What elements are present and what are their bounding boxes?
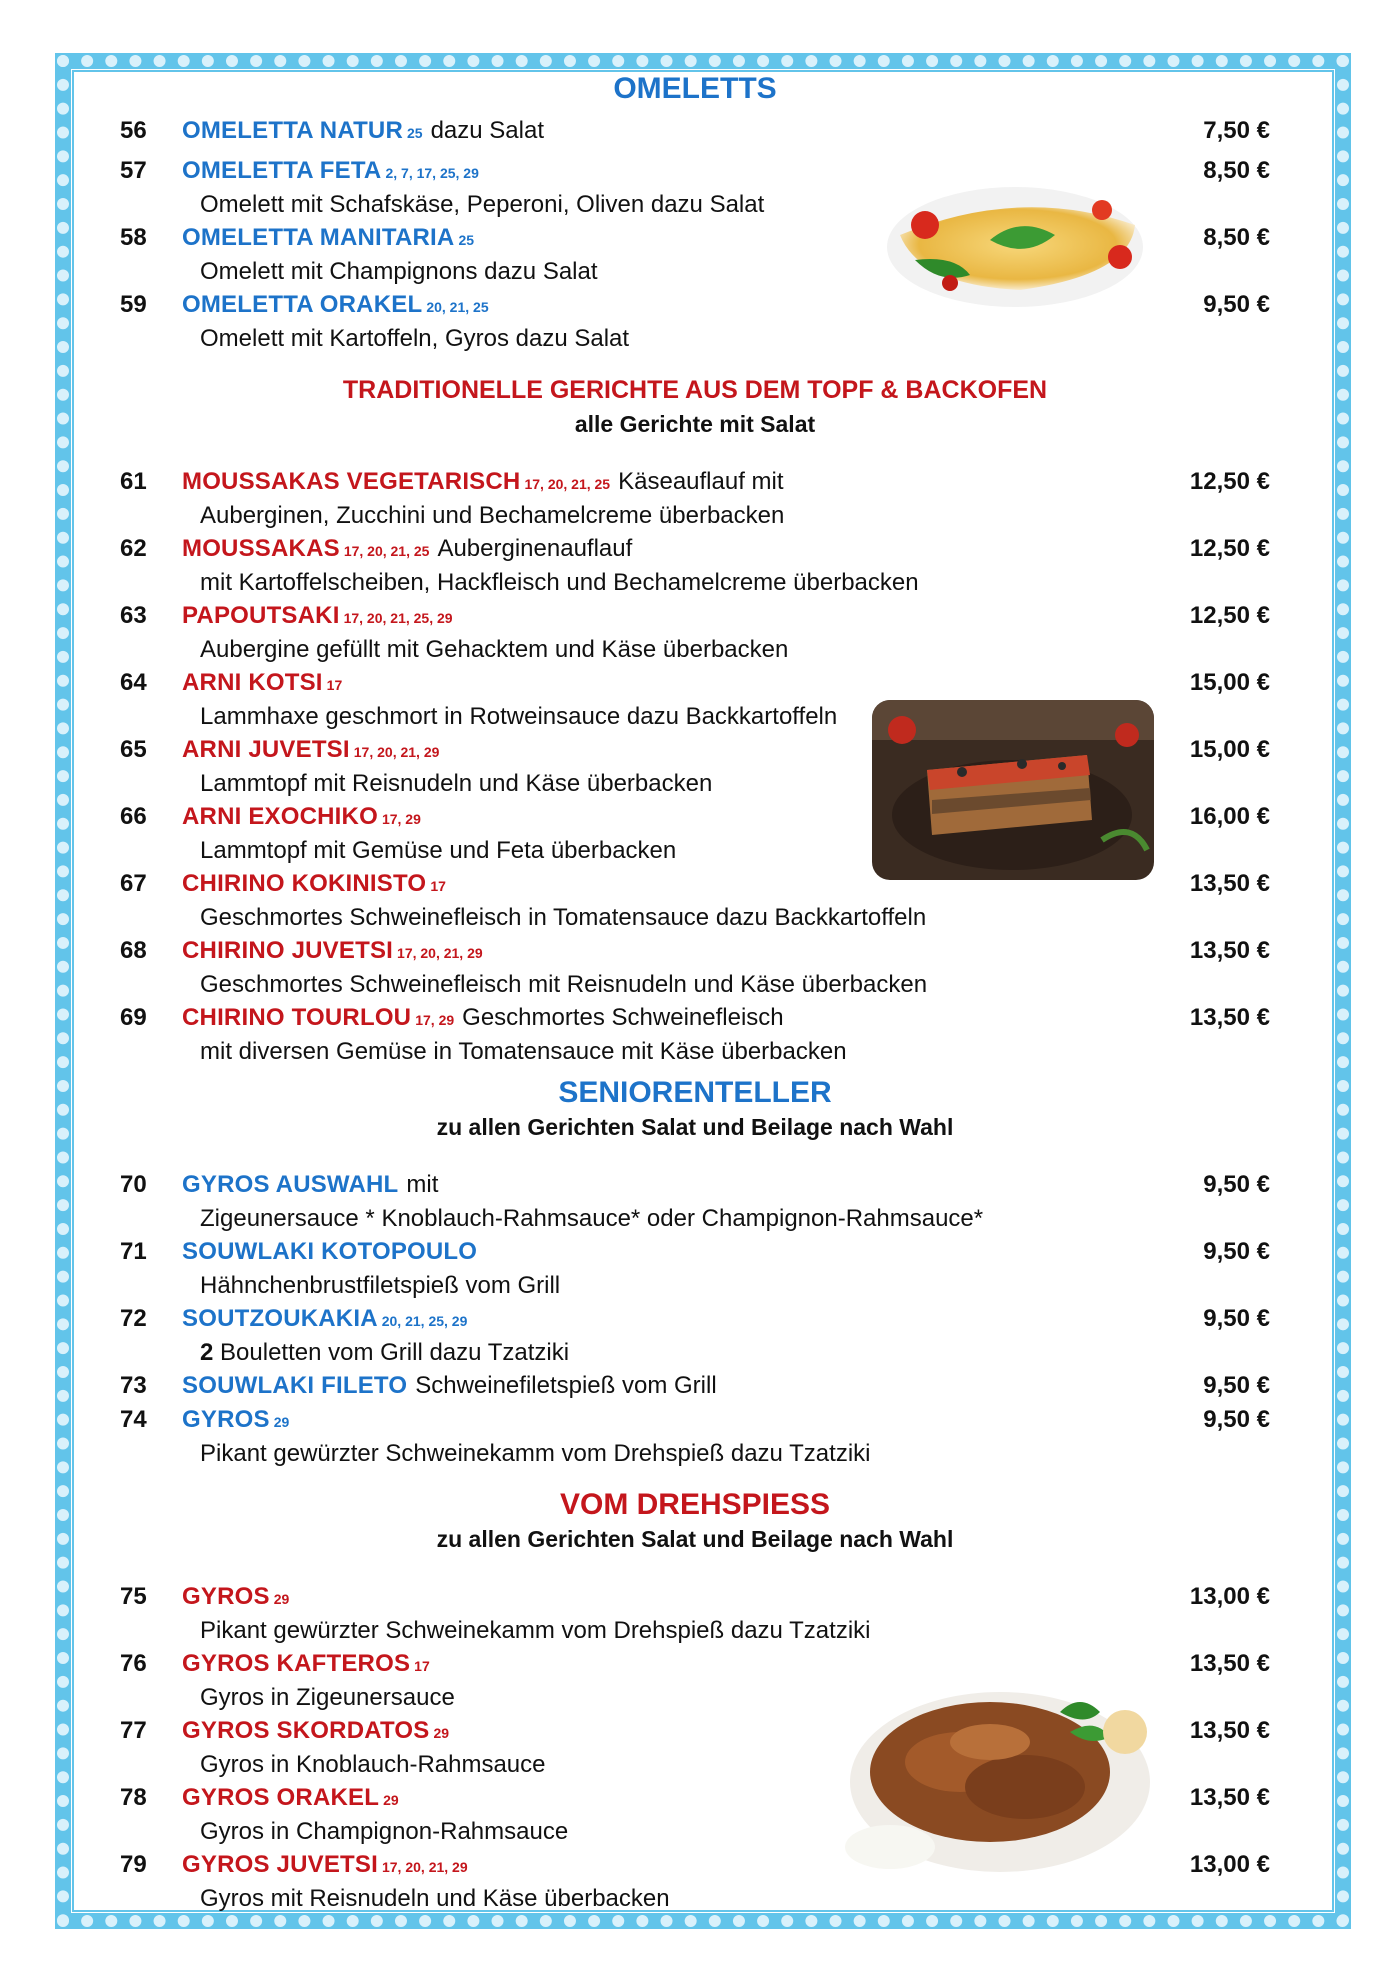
item-inline-description: Schweinefiletspieß vom Grill (415, 1372, 717, 1399)
item-description-text: Bouletten vom Grill dazu Tzatziki (213, 1339, 570, 1366)
item-number: 79 (120, 1851, 147, 1878)
item-price: 13,50 € (1189, 1650, 1270, 1677)
item-name: CHIRINO JUVETSI (182, 937, 394, 964)
item-number: 72 (120, 1305, 147, 1332)
item-price: 13,50 € (1189, 870, 1270, 897)
item-price: 8,50 € (1203, 224, 1270, 251)
item-number: 62 (120, 535, 147, 562)
item-number: 71 (120, 1238, 147, 1265)
item-number: 75 (120, 1583, 147, 1610)
section-title-drehspiess: VOM DREHSPIESS (559, 1488, 831, 1521)
section-subtitle-drehspiess: zu allen Gerichten Salat und Beilage nach Wahl (436, 1526, 954, 1552)
menu-item-78 (120, 1781, 1270, 1848)
item-price: 9,50 € (1203, 1171, 1270, 1198)
item-allergens: 17, 20, 21, 29 (353, 744, 440, 760)
item-number: 68 (120, 937, 147, 964)
item-price: 9,50 € (1203, 1238, 1270, 1265)
item-description: Geschmortes Schweinefleisch mit Reisnudeln und Käse überbacken (200, 971, 928, 998)
item-name: OMELETTA NATUR (182, 117, 403, 144)
item-name: GYROS (182, 1583, 270, 1610)
item-description: Omelett mit Kartoffeln, Gyros dazu Salat (200, 325, 630, 352)
item-description: Pikant gewürzter Schweinekamm vom Drehspieß dazu Tzatziki (200, 1440, 871, 1467)
menu-item-75 (120, 1580, 1270, 1647)
menu-item-79 (120, 1848, 1270, 1915)
item-allergens: 17, 20, 21, 29 (381, 1859, 468, 1875)
item-name: CHIRINO TOURLOU (182, 1004, 412, 1031)
item-number: 58 (120, 224, 147, 251)
item-inline-description: dazu Salat (430, 117, 544, 144)
item-allergens: 29 (273, 1414, 290, 1430)
item-price: 12,50 € (1189, 602, 1270, 629)
menu-item-76 (120, 1647, 1270, 1714)
item-description: Gyros mit Reisnudeln und Käse überbacken (200, 1885, 670, 1912)
item-description: Lammtopf mit Gemüse und Feta überbacken (200, 837, 677, 864)
item-allergens: 20, 21, 25, 29 (381, 1313, 468, 1329)
item-inline-description: Geschmortes Schweinefleisch (462, 1004, 784, 1031)
item-name: MOUSSAKAS (182, 535, 340, 562)
item-name: ARNI JUVETSI (182, 736, 350, 763)
item-inline-description: Auberginenauflauf (437, 535, 633, 562)
item-description: mit Kartoffelscheiben, Hackfleisch und Bechamelcreme überbacken (200, 569, 919, 596)
item-price: 9,50 € (1203, 291, 1270, 318)
item-number: 73 (120, 1372, 147, 1399)
section-title-senioren: SENIORENTELLER (558, 1076, 832, 1109)
item-allergens: 29 (433, 1725, 450, 1741)
menu-item-56 (120, 114, 1270, 148)
item-description: Lammhaxe geschmort in Rotweinsauce dazu Backkartoffeln (200, 703, 838, 730)
item-description-quantity: 2 (200, 1339, 214, 1366)
item-inline-description: mit (406, 1171, 439, 1198)
item-description: Gyros in Zigeunersauce (200, 1684, 455, 1711)
item-inline-description: Käseauflauf mit (618, 468, 784, 495)
item-price: 9,50 € (1203, 1406, 1270, 1433)
item-number: 61 (120, 468, 147, 495)
menu-item-61 (120, 465, 1270, 532)
item-price: 13,50 € (1189, 1784, 1270, 1811)
item-allergens: 2, 7, 17, 25, 29 (385, 165, 479, 181)
item-name: OMELETTA MANITARIA (182, 224, 455, 251)
item-number: 63 (120, 602, 147, 629)
item-price: 13,50 € (1189, 1004, 1270, 1031)
section-subtitle-senioren: zu allen Gerichten Salat und Beilage nach Wahl (436, 1114, 954, 1140)
item-name: GYROS KAFTEROS (182, 1650, 411, 1677)
item-description: Geschmortes Schweinefleisch in Tomatensauce dazu Backkartoffeln (200, 904, 927, 931)
item-name: SOUWLAKI KOTOPOULO (182, 1238, 478, 1265)
item-description (120, 1336, 1270, 1369)
item-price: 12,50 € (1189, 535, 1270, 562)
item-number: 65 (120, 736, 147, 763)
section-title-traditionelle: TRADITIONELLE GERICHTE AUS DEM TOPF & BACKOFEN (342, 376, 1048, 404)
menu-item-68 (120, 934, 1270, 1001)
menu-item-66 (120, 800, 1270, 867)
item-name: SOUTZOUKAKIA (182, 1305, 378, 1332)
item-description: Aubergine gefüllt mit Gehacktem und Käse überbacken (200, 636, 789, 663)
item-number: 77 (120, 1717, 147, 1744)
item-allergens: 17, 20, 21, 29 (397, 945, 483, 961)
item-description: Lammtopf mit Reisnudeln und Käse überbacken (200, 770, 713, 797)
item-number: 57 (120, 157, 147, 184)
item-price: 7,50 € (1203, 117, 1270, 144)
item-description: Pikant gewürzter Schweinekamm vom Drehspieß dazu Tzatziki (200, 1617, 871, 1644)
menu-item-63 (120, 599, 1270, 666)
menu-item-71 (120, 1235, 1270, 1302)
item-allergens: 29 (383, 1792, 399, 1808)
item-allergens: 17, 20, 21, 25 (343, 543, 430, 559)
item-description: Gyros in Champignon-Rahmsauce (200, 1818, 569, 1845)
item-allergens: 25 (458, 232, 475, 248)
item-allergens: 17 (326, 677, 343, 693)
item-price: 13,00 € (1189, 1583, 1270, 1610)
menu-item-64 (120, 666, 1270, 733)
menu-item-62 (120, 532, 1270, 599)
menu-content (120, 70, 1270, 1915)
item-name: CHIRINO KOKINISTO (182, 870, 427, 897)
item-number: 56 (120, 117, 147, 144)
item-name: ARNI KOTSI (182, 669, 323, 696)
item-number: 66 (120, 803, 147, 830)
item-description: Zigeunersauce * Knoblauch-Rahmsauce* oder Champignon-Rahmsauce* (200, 1205, 984, 1232)
item-name: ARNI EXOCHIKO (182, 803, 378, 830)
item-description: Hähnchenbrustfiletspieß vom Grill (200, 1272, 561, 1299)
item-name: SOUWLAKI FILETO (182, 1372, 408, 1399)
item-allergens: 17, 20, 21, 25 (524, 476, 611, 492)
item-description: Gyros in Knoblauch-Rahmsauce (200, 1751, 546, 1778)
menu-item-70 (120, 1168, 1270, 1235)
menu-item-65 (120, 733, 1270, 800)
item-number: 64 (120, 669, 147, 696)
item-number: 67 (120, 870, 147, 897)
item-price: 16,00 € (1189, 803, 1270, 830)
item-allergens: 20, 21, 25 (426, 299, 489, 315)
item-allergens: 17 (430, 878, 446, 894)
item-name: GYROS ORAKEL (182, 1784, 380, 1811)
item-allergens: 29 (273, 1591, 290, 1607)
menu-item-72 (120, 1302, 1270, 1369)
item-allergens: 17, 29 (415, 1012, 455, 1028)
item-number: 70 (120, 1171, 147, 1198)
item-number: 76 (120, 1650, 147, 1677)
menu-item-59 (120, 288, 1270, 355)
item-number: 78 (120, 1784, 147, 1811)
item-price: 8,50 € (1203, 157, 1270, 184)
item-allergens: 17 (414, 1658, 430, 1674)
item-price: 15,00 € (1189, 736, 1270, 763)
item-price: 13,00 € (1189, 1851, 1270, 1878)
item-name: MOUSSAKAS VEGETARISCH (182, 468, 521, 495)
item-name: GYROS AUSWAHL (182, 1171, 399, 1198)
item-number: 69 (120, 1004, 147, 1031)
menu-item-74 (120, 1403, 1270, 1470)
menu-item-58 (120, 221, 1270, 288)
section-subtitle-traditionelle: alle Gerichte mit Salat (574, 411, 816, 437)
item-name: GYROS (182, 1406, 270, 1433)
item-number: 59 (120, 291, 147, 318)
item-price: 12,50 € (1189, 468, 1270, 495)
item-name: OMELETTA ORAKEL (182, 291, 423, 318)
item-name: PAPOUTSAKI (182, 602, 340, 629)
item-allergens: 17, 29 (381, 811, 421, 827)
item-description: Omelett mit Schafskäse, Peperoni, Oliven dazu Salat (200, 191, 765, 218)
menu-item-77 (120, 1714, 1270, 1781)
item-price: 15,00 € (1189, 669, 1270, 696)
item-price: 13,50 € (1189, 937, 1270, 964)
item-name: GYROS JUVETSI (182, 1851, 378, 1878)
item-description: mit diversen Gemüse in Tomatensauce mit Käse überbacken (200, 1038, 847, 1065)
item-description: Auberginen, Zucchini und Bechamelcreme überbacken (200, 502, 785, 529)
section-title-omeletts: OMELETTS (613, 72, 777, 105)
menu-item-73 (120, 1369, 1270, 1403)
item-name: GYROS SKORDATOS (182, 1717, 430, 1744)
item-price: 9,50 € (1203, 1305, 1270, 1332)
item-allergens: 17, 20, 21, 25, 29 (343, 610, 453, 626)
item-price: 9,50 € (1203, 1372, 1270, 1399)
menu-item-67 (120, 867, 1270, 934)
item-name: OMELETTA FETA (182, 157, 382, 184)
menu-item-69 (120, 1001, 1270, 1068)
item-price: 13,50 € (1189, 1717, 1270, 1744)
item-number: 74 (120, 1406, 147, 1433)
menu-item-57 (120, 154, 1270, 221)
item-description: Omelett mit Champignons dazu Salat (200, 258, 598, 285)
item-allergens: 25 (407, 125, 423, 141)
